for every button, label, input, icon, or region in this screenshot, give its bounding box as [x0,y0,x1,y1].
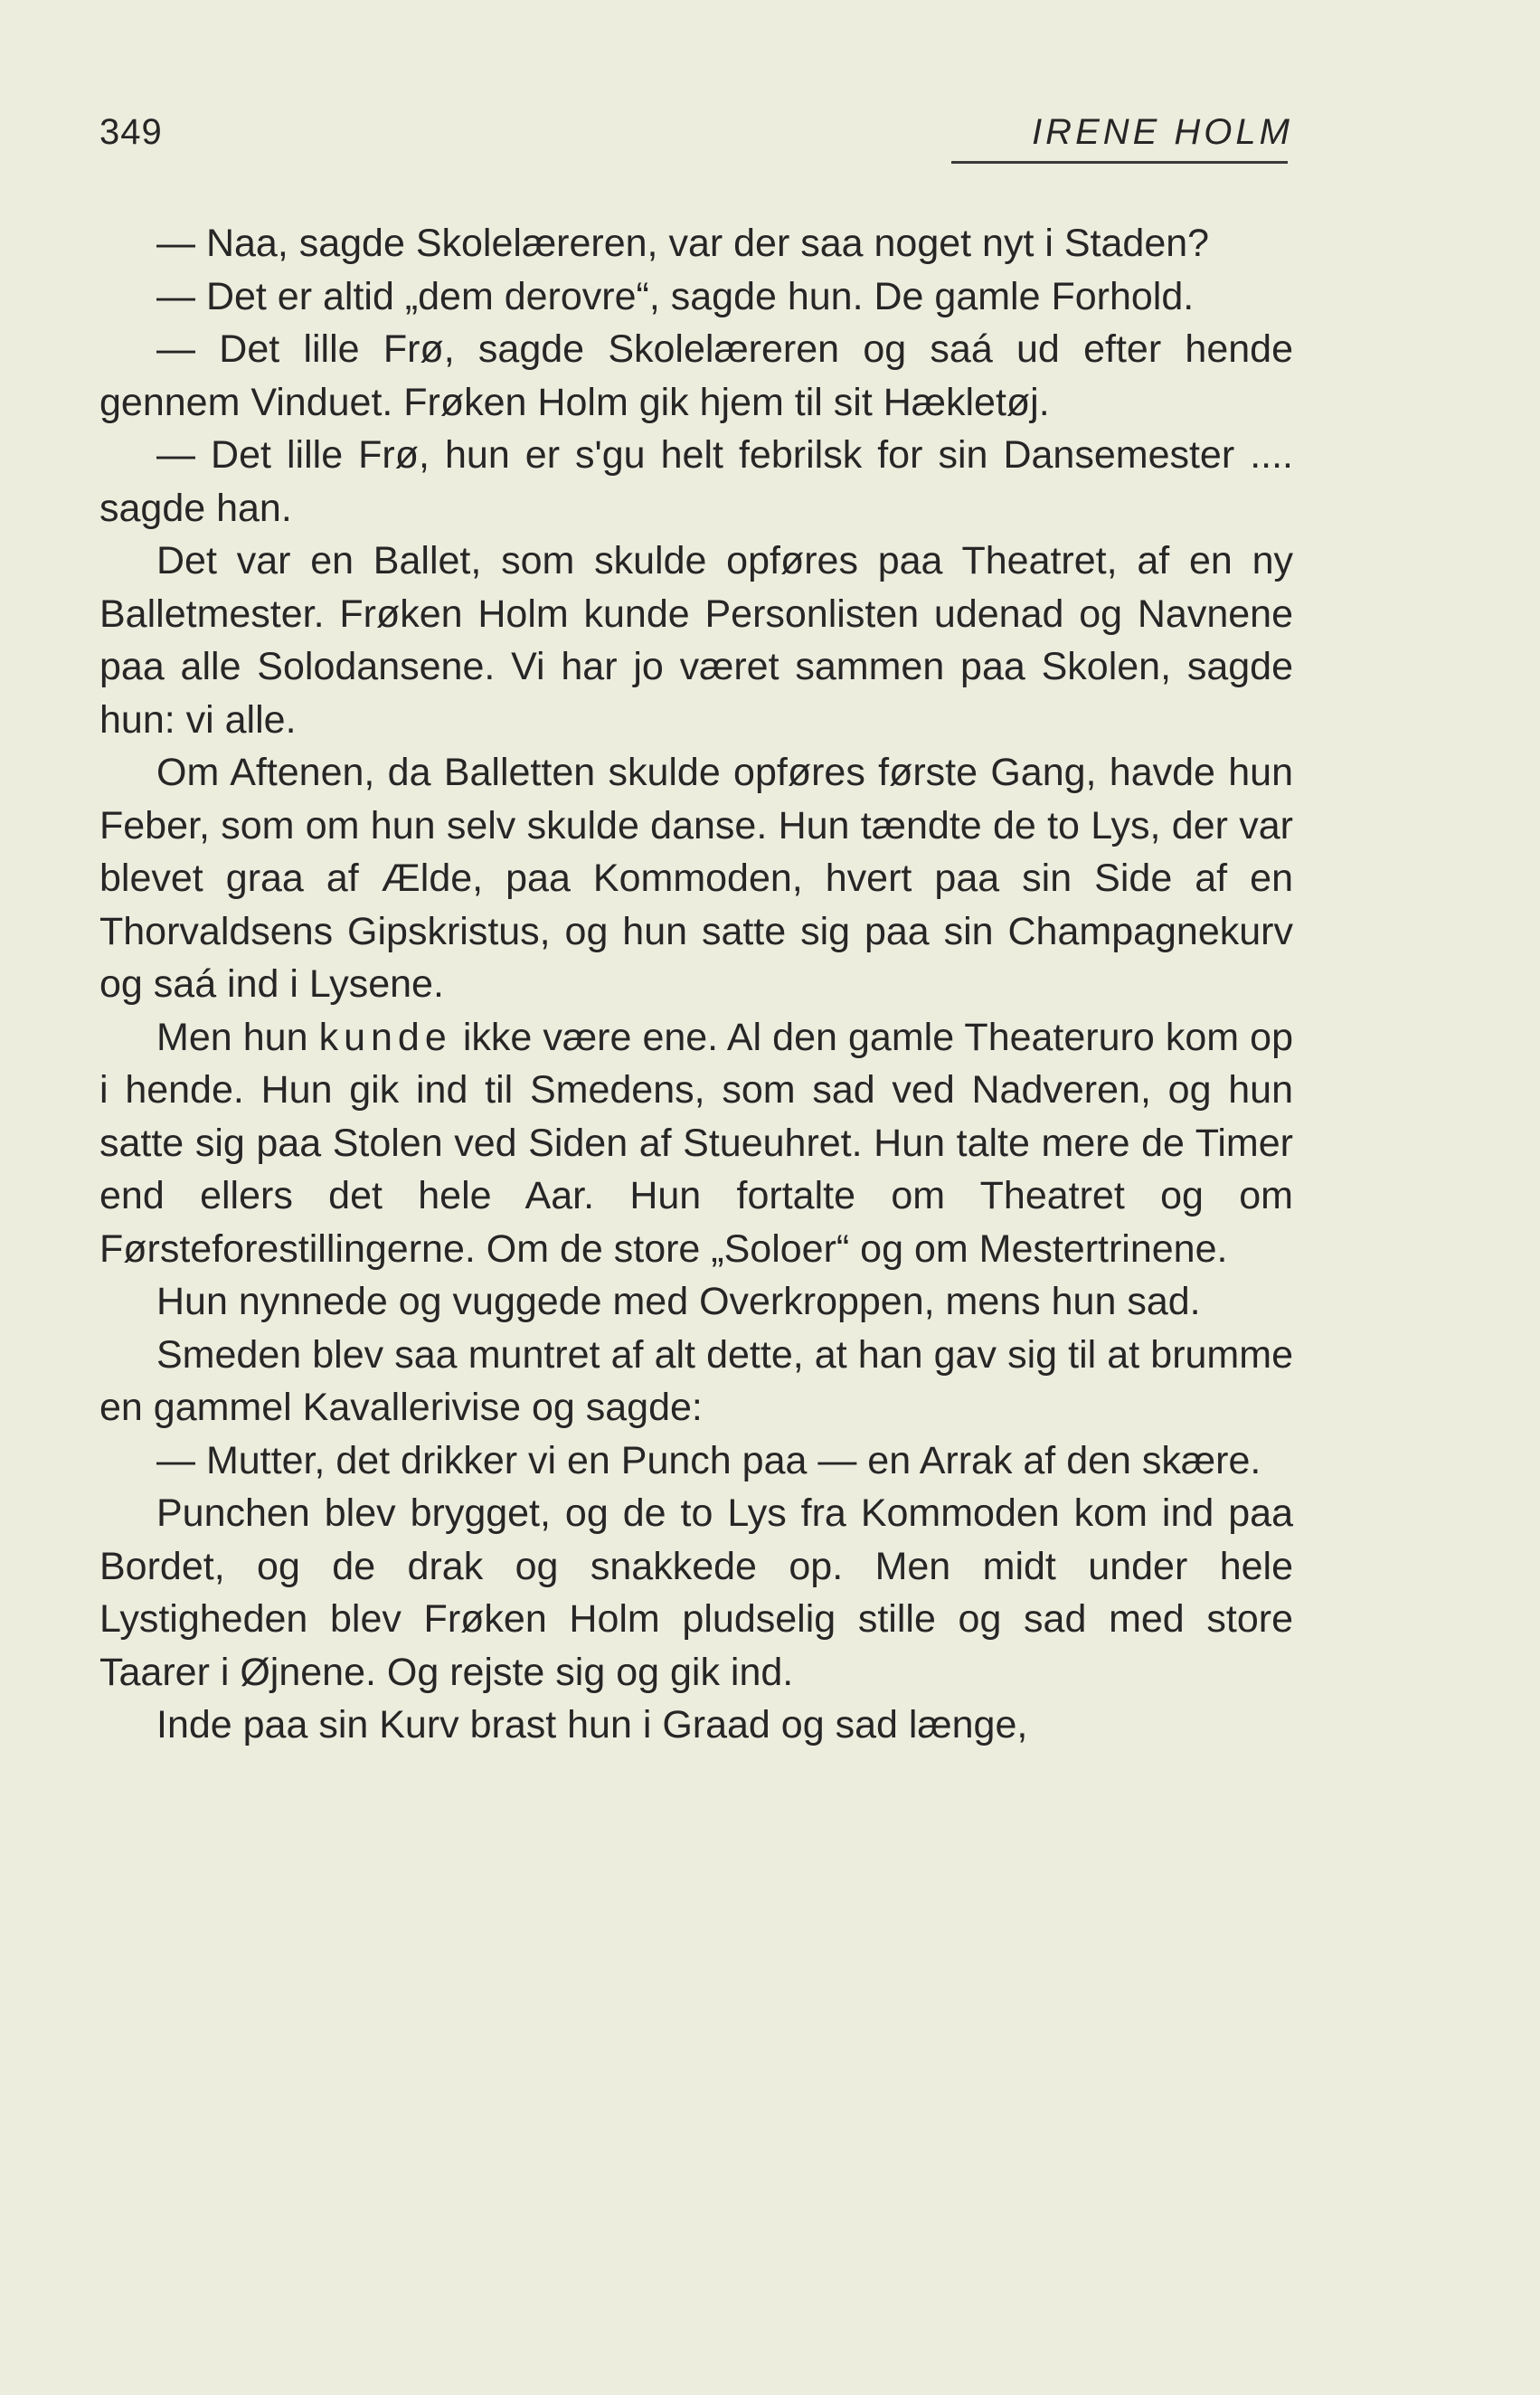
page-number: 349 [99,112,163,152]
header-rule [951,161,1288,164]
paragraph: Smeden blev saa muntret af alt dette, at han gav sig til at brumme en gammel Kavallerivise og sagde: [99,1332,1293,1429]
paragraph: — Naa, sagde Skolelæreren, var der saa noget nyt i Staden? [156,222,1210,265]
paragraph-text: ikke være ene. Al den gamle Theateruro kom op i hende. Hun gik ind til Smedens, som sad ved Nadveren, og hun satte sig paa Stolen ved Siden af Stueuhret. Hun talte mere de Timer end ellers det hele Aar. Hun fortalte om Theatret og om Førsteforestillingerne. Om de store „Soloer“ og om Mestertrinene. [99,1015,1293,1271]
paragraph: Punchen blev brygget, og de to Lys fra Kommoden kom ind paa Bordet, og de drak og snakkede op. Men midt under hele Lystigheden blev Frøken Holm pludselig stille og sad med store Taarer i Øjnene. Og rejste sig og gik ind. [99,1491,1293,1694]
paragraph: — Mutter, det drikker vi en Punch paa — en Arrak af den skære. [156,1438,1261,1482]
page-header [99,105,1293,170]
paragraph: — Det lille Frø, sagde Skolelæreren og saá ud efter hende gennem Vinduet. Frøken Holm gik hjem til sit Hækletøj. [99,327,1293,424]
paragraph: — Det lille Frø, hun er s'gu helt febrilsk for sin Dansemester .... sagde han. [99,433,1293,530]
paragraph: Hun nynnede og vuggede med Overkroppen, mens hun sad. [156,1280,1201,1323]
paragraph-text: Men hun [156,1015,319,1059]
paragraph [99,1011,1293,1276]
running-title: IRENE HOLM [1032,112,1293,152]
paragraph: — Det er altid „dem derovre“, sagde hun. De gamle Forhold. [156,274,1195,318]
paragraph: Inde paa sin Kurv brast hun i Graad og sad længe, [156,1703,1028,1747]
body-text [99,217,1293,1752]
paragraph: Om Aftenen, da Balletten skulde opføres første Gang, havde hun Feber, som om hun selv skulde danse. Hun tændte de to Lys, der var blevet graa af Ælde, paa Kommoden, hvert paa sin Side af en Thorvaldsens Gipskristus, og hun satte sig paa sin Champagnekurv og saá ind i Lysene. [99,751,1293,1006]
paragraph: Det var en Ballet, som skulde opføres paa Theatret, af en ny Balletmester. Frøken Holm kunde Personlisten udenad og Navnene paa alle Solodansene. Vi har jo været sammen paa Skolen, sagde hun: vi alle. [99,539,1293,742]
emphasized-word: kunde [318,1015,452,1059]
